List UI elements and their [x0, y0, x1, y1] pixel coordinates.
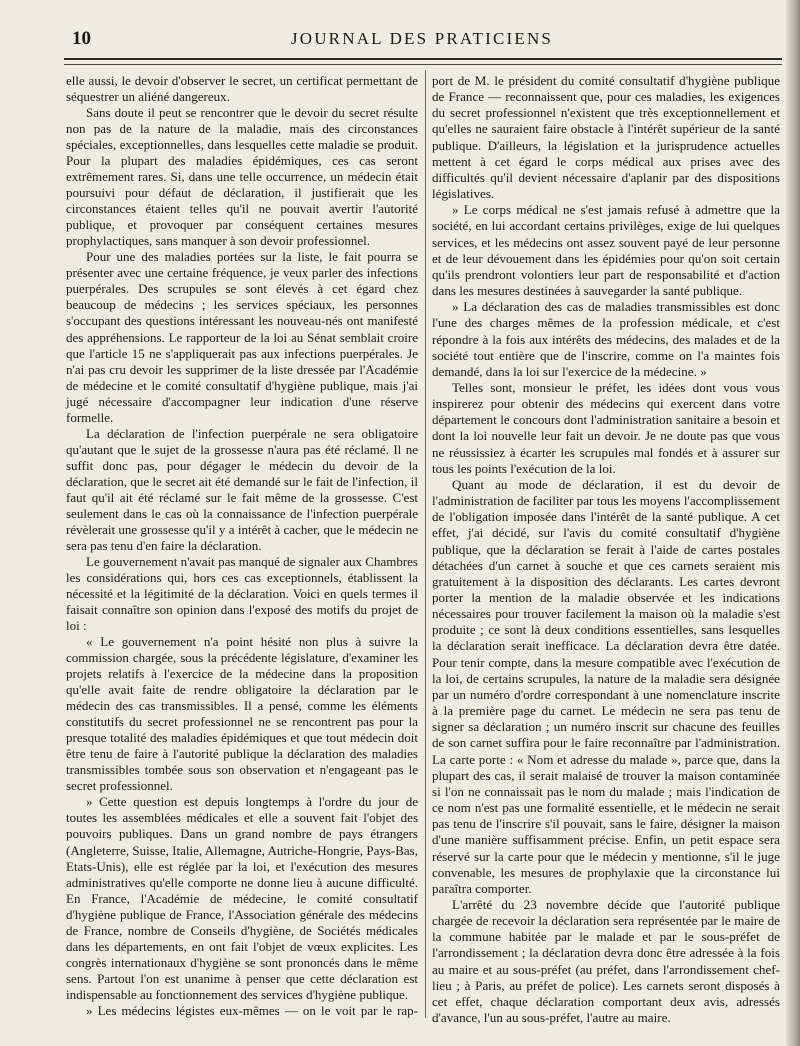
- header-rule-thin: [64, 64, 782, 65]
- left-column: [66, 73, 418, 1019]
- column-divider: [425, 70, 426, 1018]
- paragraph: Quant au mode de déclaration, il est du devoir de l'administration de faciliter par tous les moyens l'accomplissement de l'obligation imposée dans l'intérêt de la santé publique. A cet effet, j'ai décidé, sur l'avis du comité consultatif d'hygiène publique, que la déclaration se ferait à l'aide de cartes postales détachées d'un carnet à souche et que ces carnets seraient mis gratuitement à la disposition des déclarants. Les cartes devront porter la mention de la maladie observée et les indications nécessaires pour trouver facilement la maison où la maladie s'est produite ; ce sont là deux conditions essentielles, sans lesquelles la déclaration serait inefficace. La déclaration devra être datée. Pour tenir compte, dans la mesure compatible avec l'exécution de la loi, de certains scrupules, la nature de la maladie sera désignée par un numéro d'ordre correspondant à une nomenclature inscrite à la première page du carnet. Le médecin ne sera pas tenu de signer sa déclaration ; un numéro inscrit sur chacune des feuilles de son carnet suffira pour le faire reconnaître par l'administration. La carte porte : « Nom et adresse du malade », parce que, dans la plupart des cas, il serait malaisé de trouver la maison contaminée si l'on ne connaissait pas le nom du malade ; mais l'indication de ce nom n'est pas une formalité essentielle, et le médecin ne serait pas tenu de l'inscrire s'il pouvait, sans le faire, désigner la maison d'une manière suffisamment précise. Enfin, un petit espace sera réservé sur la carte pour que le médecin y mentionne, s'il le juge convenable, les mesures de prophylaxie que la circonstance lui paraîtra comporter.: [432, 476, 780, 896]
- page-number: 10: [72, 28, 91, 49]
- paragraph: La déclaration de l'infection puerpérale ne sera obligatoire qu'autant que le sujet de la grossesse n'aura pas été réclamé. Il ne suffit donc pas, pour dégager le médecin du devoir de la déclaration, que le secret ait été demandé sur le fait de l'infection, il faut qu'il ait été réclamé sur le fait même de la grossesse. C'est seulement dans le cas où la connaissance de l'infection puerpérale révèlerait une grossesse qu'il y a intérêt à cacher, que le médecin ne sera pas tenu d'en faire la déclaration.: [66, 425, 418, 553]
- page-header: [64, 26, 780, 56]
- right-column: [432, 73, 780, 1026]
- running-title: JOURNAL DES PRATICIENS: [290, 29, 554, 48]
- binding-edge: [786, 0, 800, 1046]
- paragraph: » La déclaration des cas de maladies transmissibles est donc l'une des charges mêmes de la profession médicale, et c'est répondre à la fois aux intérêts des médecins, des malades et de la société tout entière que de l'inscrire, comme on l'a maintes fois demandé, dans la loi sur l'exercice de la médecine. »: [432, 299, 780, 379]
- header-rule: [64, 58, 782, 60]
- paragraph: L'arrêté du 23 novembre décide que l'autorité publique chargée de recevoir la déclaration sera représentée par le maire de la commune habitée par le malade et par le sous-préfet de l'arrondissement ; la déclaration devra donc être adressée à la fois au maire et au sous-préfet (au préfet, dans l'arrondissement chef-lieu ; à Paris, au préfet de police). Les carnets seront disposés à cet effet, chaque déclaration comportant deux avis, adressés d'avance, l'un au sous-préfet, l'autre au maire.: [432, 896, 780, 1026]
- paragraph: Sans doute il peut se rencontrer que le devoir du secret résulte non pas de la nature de la maladie, mais des circonstances spéciales, exceptionnelles, dans lesquelles cette maladie se produit. Pour la plupart des maladies épidémiques, ces cas seront extrêmement rares. Si, dans une telle occurrence, un médecin était poursuivi pour défaut de déclaration, il justifierait que les circonstances étaient telles qu'il ne pouvait avertir l'autorité publique, et provoquer par conséquent certaines mesures prophylactiques, sans manquer à son devoir professionnel.: [66, 105, 418, 249]
- paragraph: port de M. le président du comité consultatif d'hygiène publique de France — reconnaissent que, pour ces maladies, les exigences du secret professionnel n'existent que très exceptionnellement et qu'elles ne sauraient faire obstacle à l'intérêt supérieur de la santé publique. D'ailleurs, la législation et la jurisprudence actuelles mettent à cet égard le corps médical aux prises avec des difficultés qu'il devient nécessaire d'aplanir par des dispositions législatives.: [432, 73, 780, 202]
- paragraph: » Cette question est depuis longtemps à l'ordre du jour de toutes les assemblées médicales et elle a souvent fait l'objet des pouvoirs publiques. Dans un grand nombre de pays étrangers (Angleterre, Suisse, Italie, Allemagne, Autriche-Hongrie, Pays-Bas, Etats-Unis), elle est réglée par la loi, et l'exécution des mesures administratives qu'elle comporte ne donne lieu à aucune difficulté. En France, l'Académie de médecine, le comité consultatif d'hygiène publique de France, l'Association générale des médecins de France, nombre de Conseils d'hygiène, de Sociétés médicales dans les départements, en ont fait l'objet de vœux explicites. Les congrès internationaux d'hygiène se sont prononcés dans le même sens. Partout l'on est unanime à penser que cette déclaration est indispensable au fonctionnement des services d'hygiène publique.: [66, 794, 418, 1002]
- paragraph: Le gouvernement n'avait pas manqué de signaler aux Chambres les considérations qui, hors ces cas exceptionnels, établissent la nécessité et la légitimité de la déclaration. Voici en quels termes il faisait connaître son opinion dans l'exposé des motifs du projet de loi :: [66, 553, 418, 634]
- paragraph: « Le gouvernement n'a point hésité non plus à suivre la commission chargée, sous la précédente législature, d'examiner les projets relatifs à l'exercice de la médecine dans la proposition qu'elle avait faite de rendre obligatoire la déclaration par le médecin des cas transmissibles. Il a pensé, comme les éléments constitutifs du secret professionnel ne se rencontrent pas pour la presque totalité des maladies épidémiques et que tout médecin doit être tenu de faire à l'autorité publique la déclaration des maladies transmissibles tombée sous son observation et n'engageant pas le secret professionnel.: [66, 634, 418, 794]
- paragraph: elle aussi, le devoir d'observer le secret, un certificat permettant de séquestrer un aliéné dangereux.: [66, 73, 418, 105]
- paragraph: Pour une des maladies portées sur la liste, le fait pourra se présenter avec une certaine fréquence, je veux parler des infections puerpérales. Des scrupules se sont élevés à cet égard chez beaucoup de médecins ; les services spéciaux, les personnes s'occupant des questions intéressant les nouveau-nés ont manifesté des appréhensions. Le rapporteur de la loi au Sénat semblait croire que l'article 15 ne s'appliquerait pas aux infections puerpérales. Je n'ai pas cru devoir les supprimer de la liste dressée par l'Académie de médecine et le comité consultatif d'hygiène publique, mais j'ai jugé nécessaire d'accompagner leur indication d'une réserve formelle.: [66, 249, 418, 425]
- paragraph: » Les médecins légistes eux-mêmes — on le voit par le rap-: [86, 1002, 418, 1018]
- paragraph: Telles sont, monsieur le préfet, les idées dont vous vous inspirerez pour obtenir des médecins qui exercent dans votre département le concours dont l'administration sanitaire a besoin et dont la loi nouvelle leur fait un devoir. Je ne doute pas que vous ne réussissiez à écarter les scrupules mal fondés et à assurer sur tous les points l'exécution de la loi.: [432, 379, 780, 476]
- paragraph: » Le corps médical ne s'est jamais refusé à admettre que la société, en lui accordant certains privilèges, exige de lui quelques services, et les médecins ont assez souvent payé de leur personne et de leur dévouement dans les épidémies pour qu'on soit certain qu'ils prendront volontiers leur part de responsabilité et d'action dans les mesures destinées à sauvegarder la santé publique.: [432, 202, 780, 299]
